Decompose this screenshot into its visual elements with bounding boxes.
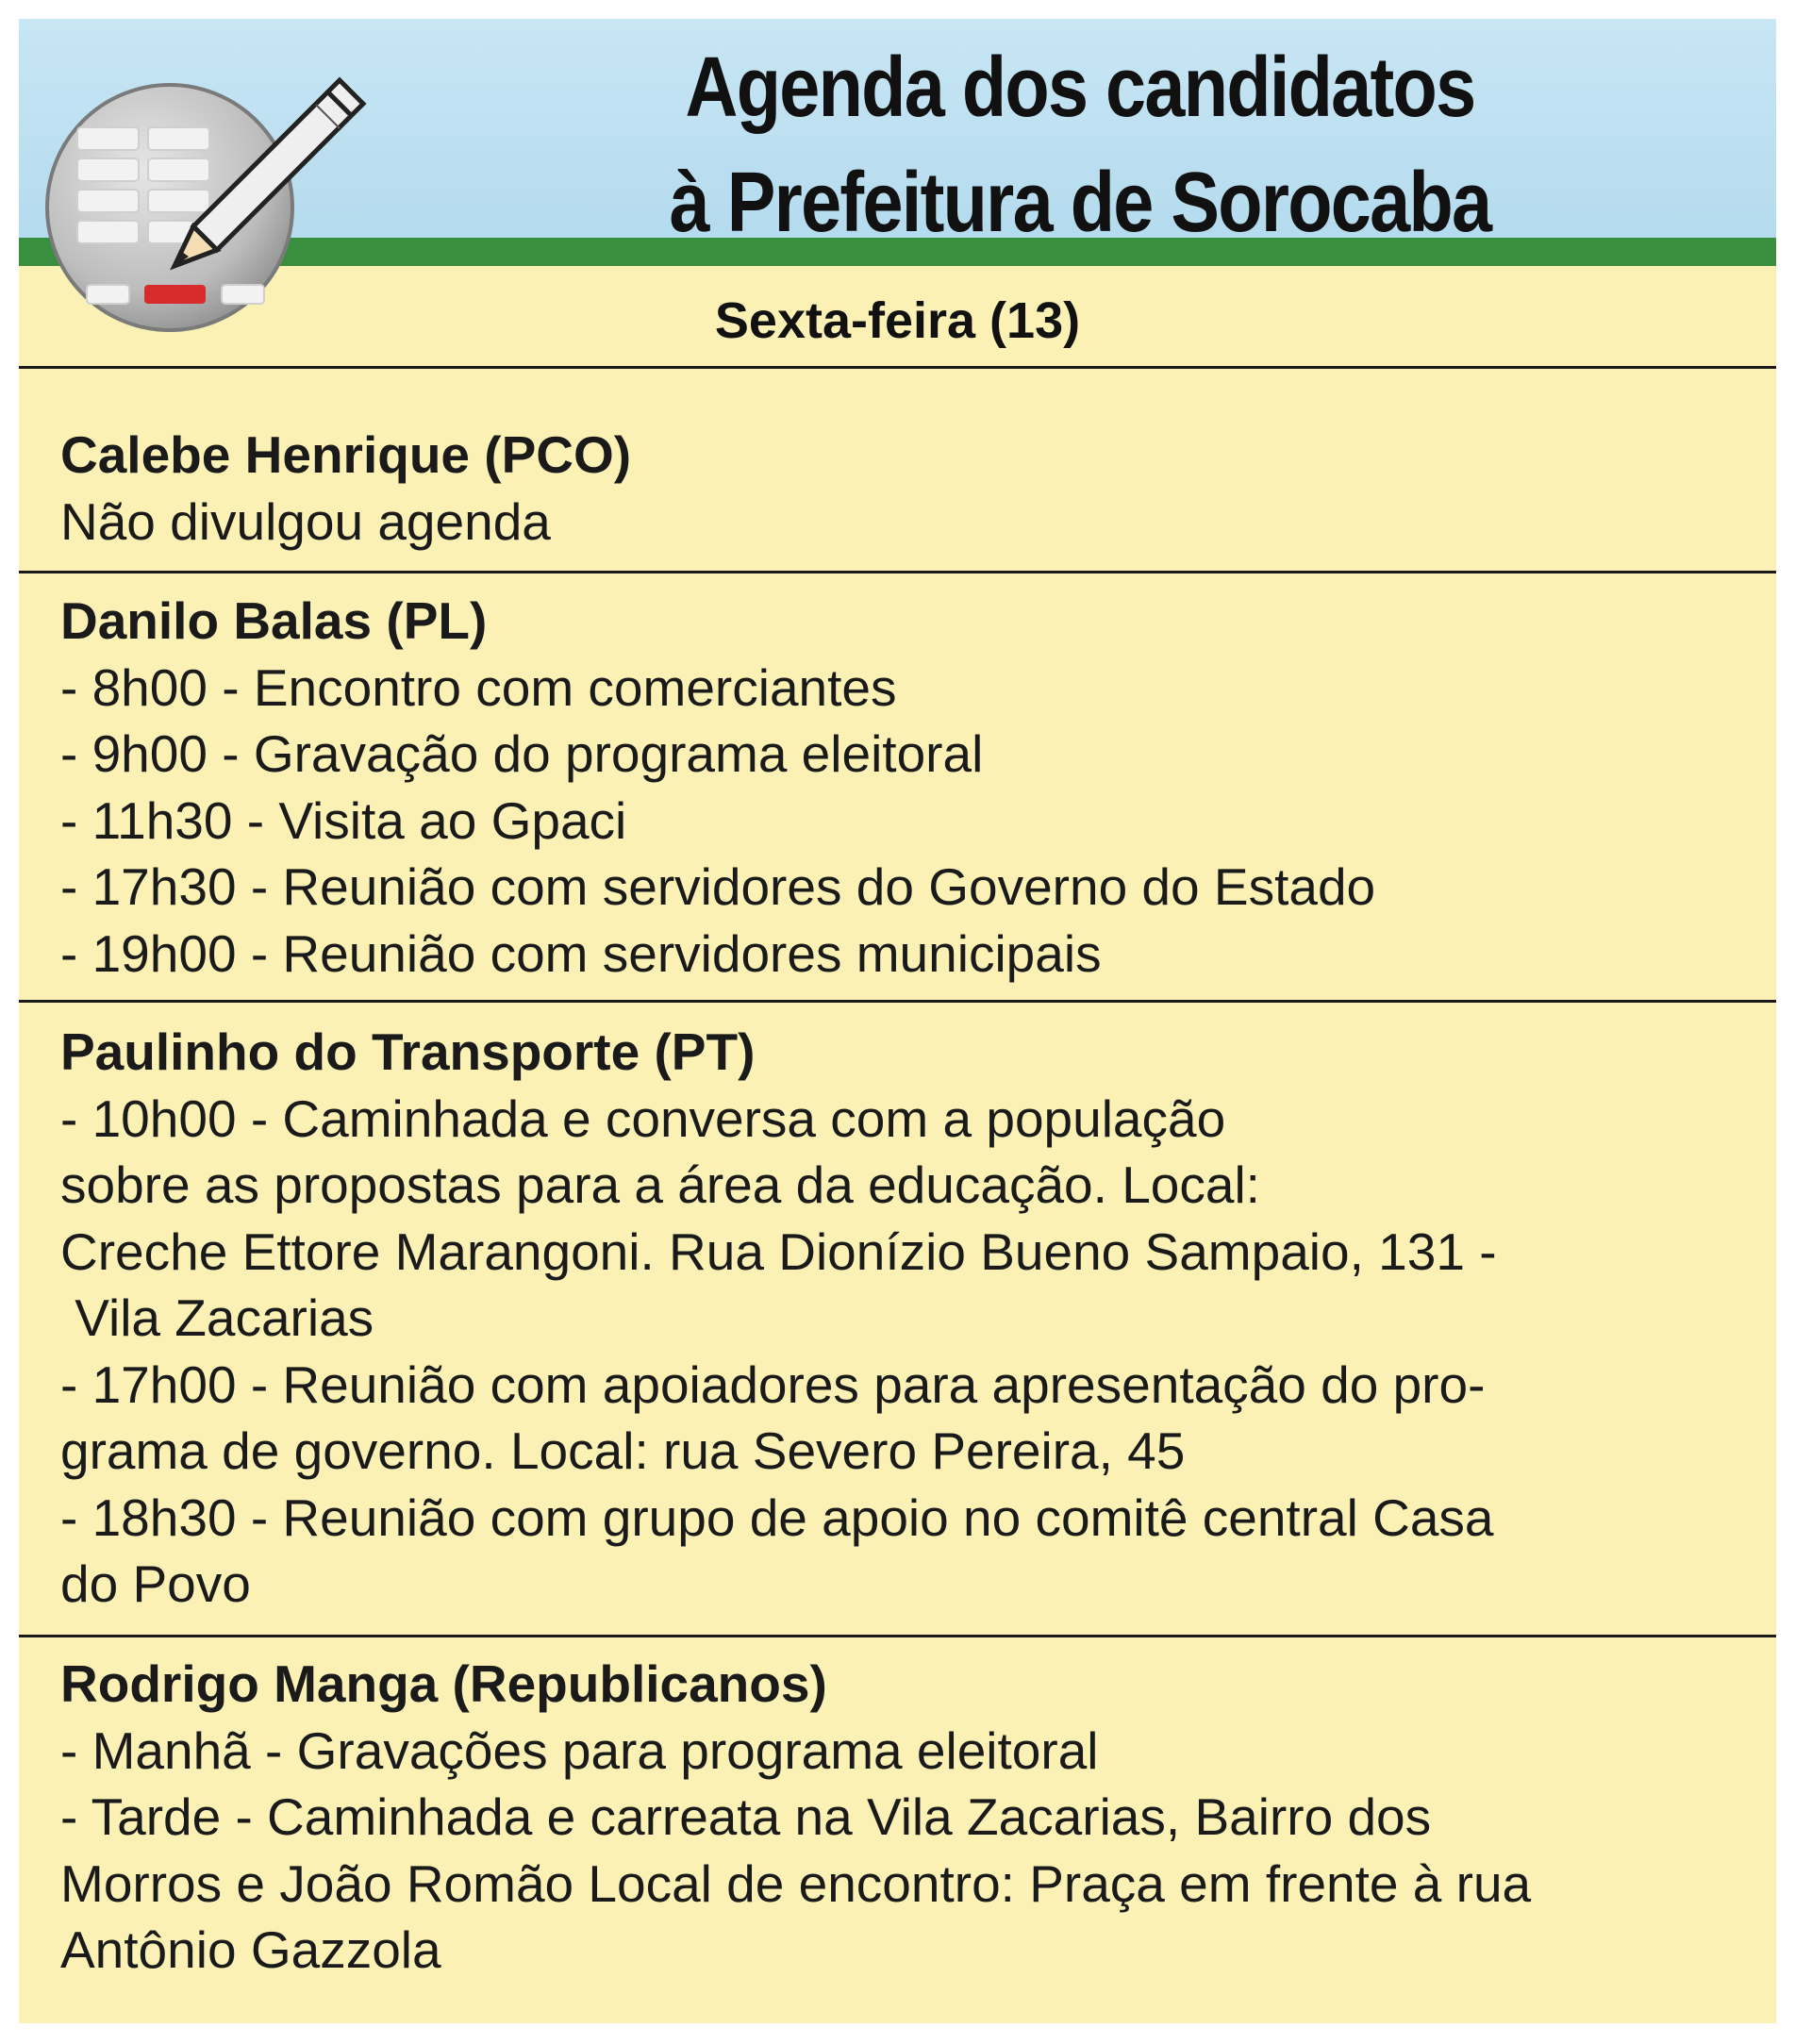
- candidate-name: Paulinho do Transporte (PT): [60, 1022, 756, 1081]
- agenda-line: - Tarde - Caminhada e carreata na Vila Zacarias, Bairro dos: [60, 1787, 1432, 1846]
- agenda-line: - 10h00 - Caminhada e conversa com a população: [60, 1088, 1226, 1148]
- agenda-line: sobre as propostas para a área da educação. Local:: [60, 1155, 1260, 1214]
- page-title: [533, 30, 1628, 260]
- agenda-line: Antônio Gazzola: [60, 1920, 441, 1979]
- candidate-danilo-balas: [60, 588, 1749, 987]
- agenda-line: - 17h30 - Reunião com servidores do Governo do Estado: [60, 857, 1376, 916]
- agenda-line: Vila Zacarias: [60, 1288, 374, 1347]
- divider: [19, 571, 1776, 573]
- candidate-paulinho-do-transporte: [60, 1019, 1749, 1618]
- agenda-line: - 19h00 - Reunião com servidores municipais: [60, 923, 1102, 983]
- agenda-card: [19, 19, 1776, 2023]
- divider: [19, 1000, 1776, 1003]
- title-line-2: à Prefeitura de Sorocaba: [669, 156, 1491, 250]
- agenda-line: Morros e João Romão Local de encontro: Praça em frente à rua: [60, 1853, 1532, 1913]
- agenda-line: Não divulgou agenda: [60, 491, 551, 551]
- agenda-line: - Manhã - Gravações para programa eleitoral: [60, 1720, 1099, 1780]
- agenda-line: - 11h30 - Visita ao Gpaci: [60, 790, 627, 850]
- agenda-line: - 8h00 - Encontro com comerciantes: [60, 657, 897, 717]
- candidate-name: Danilo Balas (PL): [60, 591, 488, 650]
- divider: [19, 1635, 1776, 1637]
- divider: [19, 366, 1776, 369]
- date-label: Sexta-feira (13): [714, 292, 1081, 349]
- agenda-line: - 9h00 - Gravação do programa eleitoral: [60, 724, 984, 783]
- agenda-line: Creche Ettore Marangoni. Rua Dionízio Bueno Sampaio, 131 -: [60, 1221, 1497, 1281]
- candidate-name: Calebe Henrique (PCO): [60, 425, 632, 484]
- candidate-rodrigo-manga: [60, 1651, 1749, 1984]
- agenda-line: do Povo: [60, 1554, 251, 1613]
- agenda-line: - 17h00 - Reunião com apoiadores para apresentação do pro-: [60, 1354, 1486, 1414]
- candidate-name: Rodrigo Manga (Republicanos): [60, 1654, 827, 1713]
- agenda-line: - 18h30 - Reunião com grupo de apoio no comitê central Casa: [60, 1487, 1494, 1547]
- title-line-1: Agenda dos candidatos: [685, 41, 1475, 135]
- candidate-calebe-henrique: [60, 422, 1749, 555]
- agenda-line: grama de governo. Local: rua Severo Pereira, 45: [60, 1421, 1186, 1480]
